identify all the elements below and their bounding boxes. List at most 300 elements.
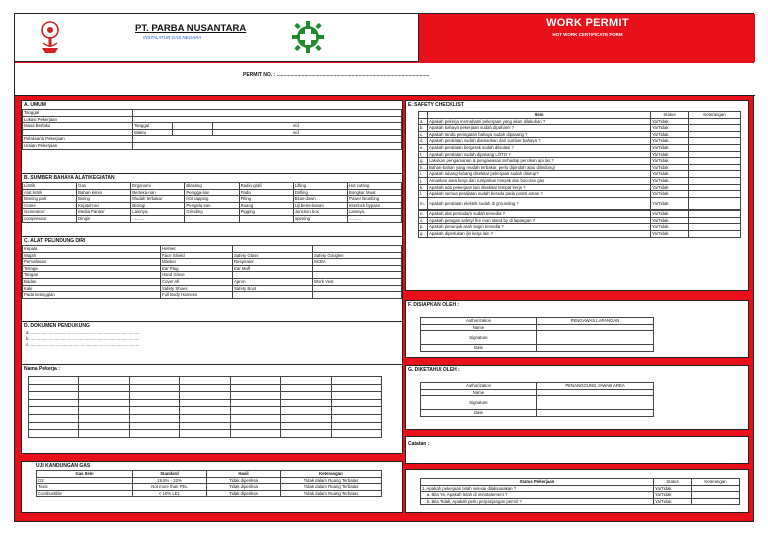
- apd-option[interactable]: Helmet: [161, 246, 233, 253]
- table-row: [29, 399, 382, 407]
- pekerja-cell[interactable]: [281, 407, 331, 415]
- pekerja-cell[interactable]: [230, 407, 280, 415]
- diketahui-name-field[interactable]: [537, 389, 654, 396]
- checklist-status[interactable]: Ya/Tidak: [651, 171, 689, 178]
- checklist-status[interactable]: Ya/Tidak: [651, 131, 689, 138]
- checklist-keterangan[interactable]: [689, 217, 741, 224]
- pekerja-cell[interactable]: [180, 377, 230, 385]
- table-row: [37, 490, 382, 497]
- pekerja-cell[interactable]: [180, 407, 230, 415]
- hazard-option[interactable]: ..........: [347, 215, 401, 222]
- hazard-option[interactable]: Moving part: [23, 196, 77, 203]
- status-keterangan[interactable]: [692, 492, 740, 499]
- checklist-letter: a.: [419, 118, 428, 125]
- table-row: [29, 407, 382, 415]
- diketahui-date-label: Date: [421, 410, 537, 417]
- checklist-keterangan[interactable]: [689, 131, 741, 138]
- pekerja-cell[interactable]: [129, 399, 179, 407]
- pekerja-cell[interactable]: [79, 407, 129, 415]
- section-nama-pekerja: [21, 364, 403, 454]
- table-row: [29, 377, 382, 385]
- pekerja-cell[interactable]: [331, 430, 381, 438]
- table-row: [23, 292, 402, 299]
- table-row: [419, 197, 741, 210]
- safety-cross-gear-icon: [291, 20, 325, 54]
- hazard-option[interactable]: Generator/: [23, 209, 77, 216]
- gas-cell: 19.5% - 22%: [133, 477, 207, 484]
- apd-option[interactable]: Safety Shoes: [161, 285, 233, 292]
- table-row: [23, 278, 402, 285]
- apd-option[interactable]: [233, 272, 313, 279]
- hazard-option[interactable]: compressor: [23, 215, 77, 222]
- hazard-option[interactable]: Blow-down: [293, 196, 347, 203]
- umum-label: Pelaksana Pekerjaan: [23, 136, 133, 143]
- apd-option[interactable]: [313, 272, 402, 279]
- pekerja-cell[interactable]: [230, 399, 280, 407]
- masa-tanggal-value[interactable]: :: [173, 123, 213, 130]
- section-apd-title: C. ALAT PELINDUNG DIRI: [24, 238, 86, 244]
- pekerja-cell[interactable]: [29, 407, 79, 415]
- checklist-status[interactable]: Ya/Tidak: [651, 118, 689, 125]
- checklist-keterangan[interactable]: [689, 118, 741, 125]
- masa-waktu-sd: s/d: [213, 129, 402, 136]
- pekerja-cell[interactable]: [79, 399, 129, 407]
- table-row: [419, 158, 741, 165]
- checklist-status[interactable]: Ya/Tidak: [651, 231, 689, 238]
- pekerja-cell[interactable]: [129, 384, 179, 392]
- permit-form: [14, 13, 754, 522]
- hazard-option[interactable]: Pengga-lian: [185, 189, 239, 196]
- hazard-option[interactable]: Dingin: [77, 215, 131, 222]
- table-row: [29, 392, 382, 400]
- checklist-keterangan[interactable]: [689, 125, 741, 132]
- table-row: [421, 331, 654, 345]
- pekerja-cell[interactable]: [230, 392, 280, 400]
- checklist-letter: h.: [419, 164, 428, 171]
- checklist-status[interactable]: Ya/Tidak: [651, 138, 689, 145]
- hazard-option[interactable]: Pengela-san: [185, 202, 239, 209]
- pekerja-cell[interactable]: [281, 414, 331, 422]
- checklist-status[interactable]: Ya/Tidak: [651, 217, 689, 224]
- umum-label: Masa Berlaku: [23, 123, 133, 130]
- section-dokumen: [21, 321, 403, 367]
- status-header-keterangan: Keterangan: [692, 479, 740, 486]
- hazard-option[interactable]: Hot cutting: [347, 183, 401, 190]
- pekerja-cell[interactable]: [29, 384, 79, 392]
- apd-option[interactable]: Full Body Harness: [161, 292, 233, 299]
- checklist-status[interactable]: Ya/Tidak: [651, 224, 689, 231]
- checklist-item: Apakah diperlukan ijin kerja lain ?: [428, 231, 651, 238]
- hazard-option[interactable]: opening: [293, 215, 347, 222]
- table-row: [421, 410, 654, 417]
- form-title: WORK PERMIT: [546, 17, 629, 29]
- disiapkan-signature-field[interactable]: [537, 331, 654, 345]
- pekerja-cell[interactable]: [129, 377, 179, 385]
- checklist-header-item: Item: [428, 112, 651, 119]
- pekerja-grid: [28, 376, 382, 438]
- checklist-keterangan[interactable]: [689, 231, 741, 238]
- table-row: [419, 184, 741, 191]
- umum-label: [23, 129, 133, 136]
- pekerja-cell[interactable]: [331, 392, 381, 400]
- pekerja-cell[interactable]: [180, 392, 230, 400]
- checklist-letter: c.: [419, 131, 428, 138]
- apd-option[interactable]: [233, 292, 313, 299]
- apd-option[interactable]: [313, 246, 402, 253]
- table-row: [23, 215, 402, 222]
- hazard-option[interactable]: Berteka-nan: [131, 189, 185, 196]
- pekerja-cell[interactable]: [79, 430, 129, 438]
- pekerja-cell[interactable]: [129, 430, 179, 438]
- checklist-item: Apakah peralatan bergerak sudah diisolasi ?: [428, 144, 651, 151]
- table-row: [419, 171, 741, 178]
- table-row: [419, 125, 741, 132]
- pekerja-cell[interactable]: [281, 430, 331, 438]
- pekerja-cell[interactable]: [180, 430, 230, 438]
- hazard-option[interactable]: Power Brushing: [347, 196, 401, 203]
- table-header-row: [419, 112, 741, 119]
- hazard-option[interactable]: Mudah terbakar: [131, 196, 185, 203]
- pekerja-cell[interactable]: [331, 407, 381, 415]
- umum-label: Lokasi Pekerjaan: [23, 116, 133, 123]
- apd-option[interactable]: Ear Plug: [161, 265, 233, 272]
- section-apd: [21, 236, 403, 323]
- hazard-option[interactable]: Grinding: [185, 209, 239, 216]
- gas-column-header: Keterangan: [281, 471, 382, 478]
- header-title-panel: [420, 14, 755, 62]
- hazard-option[interactable]: Piling: [239, 196, 293, 203]
- pekerja-cell[interactable]: [230, 377, 280, 385]
- pekerja-cell[interactable]: [281, 392, 331, 400]
- checklist-keterangan[interactable]: [689, 144, 741, 151]
- pekerja-cell[interactable]: [129, 392, 179, 400]
- table-row: [421, 498, 740, 505]
- umum-value[interactable]: :: [133, 116, 402, 123]
- apd-option[interactable]: Safety Googles: [313, 252, 402, 259]
- checklist-keterangan[interactable]: [689, 210, 741, 217]
- table-row: [419, 118, 741, 125]
- checklist-status[interactable]: Ya/Tidak: [651, 177, 689, 184]
- pekerja-cell[interactable]: [79, 392, 129, 400]
- status-answer[interactable]: Ya/Tidak: [654, 485, 692, 492]
- table-row: [419, 231, 741, 238]
- section-umum: [21, 100, 403, 182]
- hazard-option[interactable]: Listrik: [23, 183, 77, 190]
- section-dokumen-title: D. DOKUMEN PENDUKUNG: [24, 323, 90, 329]
- table-row: [29, 422, 382, 430]
- pekerja-cell[interactable]: [230, 414, 280, 422]
- table-row: [23, 129, 402, 136]
- hazard-option[interactable]: Lifting: [293, 183, 347, 190]
- checklist-keterangan[interactable]: [689, 177, 741, 184]
- checklist-keterangan[interactable]: [689, 171, 741, 178]
- gas-cell: Toxic: [37, 484, 133, 491]
- hazard-option[interactable]: Bahan kimia: [77, 189, 131, 196]
- table-row: [419, 210, 741, 217]
- pekerja-cell[interactable]: [281, 384, 331, 392]
- pekerja-cell[interactable]: [129, 414, 179, 422]
- diketahui-name-label: Name: [421, 389, 537, 396]
- diketahui-signature-label: Signature: [421, 396, 537, 410]
- table-row: [419, 138, 741, 145]
- checklist-item: Apakah peralatan sudah diamankan dari sumber bahaya ?: [428, 138, 651, 145]
- hazard-option[interactable]: Ergonomi: [131, 183, 185, 190]
- pekerja-cell[interactable]: [230, 430, 280, 438]
- pekerja-cell[interactable]: [180, 414, 230, 422]
- hazard-option[interactable]: Media Panas/: [77, 209, 131, 216]
- company-emblem-icon: [38, 19, 62, 55]
- table-row: [23, 136, 402, 143]
- table-row: [37, 484, 382, 491]
- hazard-option[interactable]: Kejatuh-an: [77, 202, 131, 209]
- hazard-option[interactable]: Pada: [239, 189, 293, 196]
- checklist-status[interactable]: Ya/Tidak: [651, 184, 689, 191]
- pekerja-cell[interactable]: [79, 377, 129, 385]
- gas-cell[interactable]: Tidak diperiksa: [207, 477, 281, 484]
- status-question: b. Bila Tidak, Apakah perlu perpanjangan permit ?: [421, 498, 654, 505]
- pekerja-cell[interactable]: [129, 422, 179, 430]
- hazard-option[interactable]: Crane: [23, 202, 77, 209]
- section-diketahui: [405, 365, 749, 430]
- umum-value[interactable]: :: [133, 136, 402, 143]
- checklist-item: Apakah bahaya pekerjaan sudah dipahami ?: [428, 125, 651, 132]
- hazard-option[interactable]: Uji berte-kanan: [293, 202, 347, 209]
- apd-category: Kepala: [23, 246, 161, 253]
- apd-option[interactable]: Safety Boot: [233, 285, 313, 292]
- apd-option[interactable]: [313, 292, 402, 299]
- table-row: [23, 259, 402, 266]
- section-disiapkan-title: F. DISIAPKAN OLEH :: [408, 302, 460, 308]
- sumber-bahaya-table: [22, 182, 402, 223]
- hazard-option[interactable]: Blasting: [185, 183, 239, 190]
- checklist-keterangan[interactable]: [689, 151, 741, 158]
- dokumen-line-c[interactable]: c. ...........................................................................................: [26, 342, 140, 347]
- pekerja-cell[interactable]: [29, 392, 79, 400]
- hazard-option[interactable]: Biologi: [131, 202, 185, 209]
- checklist-status[interactable]: Ya/Tidak: [651, 164, 689, 171]
- hazard-option[interactable]: Radio-grafi: [239, 183, 293, 190]
- checklist-letter: b.: [419, 125, 428, 132]
- table-row: [421, 318, 654, 325]
- checklist-item: Bahan-bahan yang mudah terbakar, perlu dipindah atau dilindungi: [428, 164, 651, 171]
- checklist-keterangan[interactable]: [689, 191, 741, 198]
- table-row: [23, 209, 402, 216]
- pekerja-cell[interactable]: [79, 422, 129, 430]
- masa-waktu-value[interactable]: :: [173, 129, 213, 136]
- table-row: [419, 151, 741, 158]
- hazard-option[interactable]: Drilling: [293, 189, 347, 196]
- gas-table: [36, 470, 382, 497]
- checklist-status[interactable]: Ya/Tidak: [651, 158, 689, 165]
- pekerja-cell[interactable]: [180, 384, 230, 392]
- table-row: [23, 196, 402, 203]
- checklist-keterangan[interactable]: [689, 197, 741, 210]
- apd-option[interactable]: Ear Muff: [233, 265, 313, 272]
- table-row: [23, 265, 402, 272]
- hazard-option[interactable]: ..........: [131, 215, 185, 222]
- apd-category: Wajah: [23, 252, 161, 259]
- umum-value[interactable]: :: [133, 142, 402, 149]
- checklist-status[interactable]: Ya/Tidak: [651, 125, 689, 132]
- pekerja-cell[interactable]: [331, 399, 381, 407]
- pekerja-cell[interactable]: [331, 384, 381, 392]
- apd-option[interactable]: [313, 265, 402, 272]
- checklist-table: [418, 111, 741, 238]
- checklist-status[interactable]: Ya/Tidak: [651, 197, 689, 210]
- hazard-option[interactable]: [185, 215, 239, 222]
- gas-cell: Tidak dalam Ruang Terbatas: [281, 477, 382, 484]
- gas-column-header: Hasil: [207, 471, 281, 478]
- hazard-option[interactable]: Lainnya,: [131, 209, 185, 216]
- company-subtitle: INSTALATUR GAS NEGARA: [143, 35, 202, 40]
- hazard-option[interactable]: Bising: [77, 196, 131, 203]
- apd-category: Tangan: [23, 272, 161, 279]
- checklist-letter: q.: [419, 231, 428, 238]
- gas-column-header: Standard: [133, 471, 207, 478]
- diketahui-role: PENANGGUNG JAWAB AREA: [537, 383, 654, 390]
- table-row: [23, 202, 402, 209]
- disiapkan-name-field[interactable]: [537, 324, 654, 331]
- table-row: [23, 246, 402, 253]
- apd-option[interactable]: Masker: [161, 259, 233, 266]
- hazard-option[interactable]: Hot tapping: [185, 196, 239, 203]
- pekerja-cell[interactable]: [281, 377, 331, 385]
- checklist-keterangan[interactable]: [689, 158, 741, 165]
- pekerja-cell[interactable]: [230, 384, 280, 392]
- pekerja-cell[interactable]: [79, 414, 129, 422]
- disiapkan-authorization-label: Authorization: [421, 318, 537, 325]
- permit-number-field[interactable]: PERMIT NO. : ..............................................................................................................: [243, 72, 430, 78]
- table-row: [419, 217, 741, 224]
- table-row: [37, 477, 382, 484]
- hazard-option[interactable]: Bongkar Muat: [347, 189, 401, 196]
- pekerja-cell[interactable]: [29, 377, 79, 385]
- checklist-status[interactable]: Ya/Tidak: [651, 151, 689, 158]
- pekerja-cell[interactable]: [79, 384, 129, 392]
- table-row: [23, 116, 402, 123]
- diketahui-signature-field[interactable]: [537, 396, 654, 410]
- pekerja-cell[interactable]: [331, 377, 381, 385]
- apd-option[interactable]: Respirator: [233, 259, 313, 266]
- pekerja-cell[interactable]: [29, 414, 79, 422]
- hazard-option[interactable]: [239, 215, 293, 222]
- checklist-status[interactable]: Ya/Tidak: [651, 210, 689, 217]
- gas-cell[interactable]: Tidak diperiksa: [207, 490, 281, 497]
- checklist-status[interactable]: Ya/Tidak: [651, 191, 689, 198]
- pekerja-cell[interactable]: [331, 414, 381, 422]
- pekerja-cell[interactable]: [29, 399, 79, 407]
- apd-option[interactable]: Cover All: [161, 278, 233, 285]
- disiapkan-date-field[interactable]: [537, 345, 654, 352]
- diketahui-date-field[interactable]: [537, 410, 654, 417]
- pekerja-cell[interactable]: [281, 399, 331, 407]
- hazard-option[interactable]: Lainnya,: [347, 209, 401, 216]
- checklist-letter: l.: [419, 191, 428, 198]
- checklist-item: Apakah peralatan sudah dipasang LOTO ?: [428, 151, 651, 158]
- umum-table: [22, 109, 402, 150]
- hazard-option[interactable]: Alat listrik: [23, 189, 77, 196]
- pekerja-cell[interactable]: [180, 399, 230, 407]
- section-gas-title: UJI KANDUNGAN GAS: [36, 463, 91, 469]
- table-header-row: [37, 471, 382, 478]
- apd-option[interactable]: [313, 285, 402, 292]
- table-row: [421, 324, 654, 331]
- hazard-option[interactable]: Interlock bypass: [347, 202, 401, 209]
- checklist-item: Lakukan pengamanan & pengawasan terhadap percikan api las ?: [428, 158, 651, 165]
- pekerja-cell[interactable]: [230, 422, 280, 430]
- permit-number-band: [15, 63, 755, 96]
- pekerja-cell[interactable]: [29, 430, 79, 438]
- apd-option[interactable]: SCBA: [313, 259, 402, 266]
- section-disiapkan: [405, 300, 749, 358]
- masa-waktu-label: Waktu: [133, 129, 173, 136]
- form-subtitle: HOT WORK CERTIFICATE FORM: [552, 32, 623, 37]
- hazard-option[interactable]: Pigging: [239, 209, 293, 216]
- apd-category: Pada ketinggian: [23, 292, 161, 299]
- apd-option[interactable]: Face Shield: [161, 252, 233, 259]
- checklist-item: Apakah tanda peringatan bahaya sudah dipasang ?: [428, 131, 651, 138]
- pekerja-cell[interactable]: [331, 422, 381, 430]
- checklist-letter: i.: [419, 171, 428, 178]
- status-answer[interactable]: Ya/Tidak: [654, 492, 692, 499]
- checklist-keterangan[interactable]: [689, 138, 741, 145]
- section-catatan[interactable]: [405, 436, 749, 464]
- hazard-option[interactable]: Ruang: [239, 202, 293, 209]
- pekerja-cell[interactable]: [29, 422, 79, 430]
- checklist-letter: m.: [419, 197, 428, 210]
- section-safety-checklist: [405, 100, 749, 291]
- table-row: [29, 414, 382, 422]
- dokumen-line-b[interactable]: b. ...........................................................................................: [26, 336, 140, 341]
- apd-option[interactable]: Safety Glass: [233, 252, 313, 259]
- table-row: [421, 383, 654, 390]
- apd-option[interactable]: Apron: [233, 278, 313, 285]
- apd-option[interactable]: Work Vest: [313, 278, 402, 285]
- checklist-status[interactable]: Ya/Tidak: [651, 144, 689, 151]
- section-checklist-title: E. SAFETY CHECKLIST: [408, 102, 464, 108]
- disiapkan-date-label: Date: [421, 345, 537, 352]
- status-keterangan[interactable]: [692, 485, 740, 492]
- dokumen-line-a[interactable]: a. ...........................................................................................: [26, 330, 140, 335]
- table-row: [29, 384, 382, 392]
- disiapkan-name-label: Name: [421, 324, 537, 331]
- umum-value[interactable]: :: [133, 110, 402, 117]
- pekerja-cell[interactable]: [129, 407, 179, 415]
- apd-category: Pernafasan: [23, 259, 161, 266]
- checklist-keterangan[interactable]: [689, 164, 741, 171]
- table-row: [421, 485, 740, 492]
- section-catatan-title: Catatan :: [408, 441, 430, 447]
- status-answer[interactable]: Ya/Tidak: [654, 498, 692, 505]
- apd-option[interactable]: Hand Glove: [161, 272, 233, 279]
- status-keterangan[interactable]: [692, 498, 740, 505]
- checklist-header-blank: [419, 112, 428, 119]
- gas-cell[interactable]: Tidak diperiksa: [207, 484, 281, 491]
- pekerja-cell[interactable]: [281, 422, 331, 430]
- table-row: [419, 164, 741, 171]
- pekerja-cell[interactable]: [180, 422, 230, 430]
- checklist-keterangan[interactable]: [689, 184, 741, 191]
- checklist-keterangan[interactable]: [689, 224, 741, 231]
- disiapkan-role: PENGAWAS LAPANGAN: [537, 318, 654, 325]
- table-row: [23, 272, 402, 279]
- status-question: 1. Apakah pekerjaan telah selesai dilaksanakan ?: [421, 485, 654, 492]
- hazard-option[interactable]: Junction box: [293, 209, 347, 216]
- disiapkan-signature-label: Signature: [421, 331, 537, 345]
- apd-option[interactable]: [233, 246, 313, 253]
- hazard-option[interactable]: Gas: [77, 183, 131, 190]
- table-header-row: [421, 479, 740, 486]
